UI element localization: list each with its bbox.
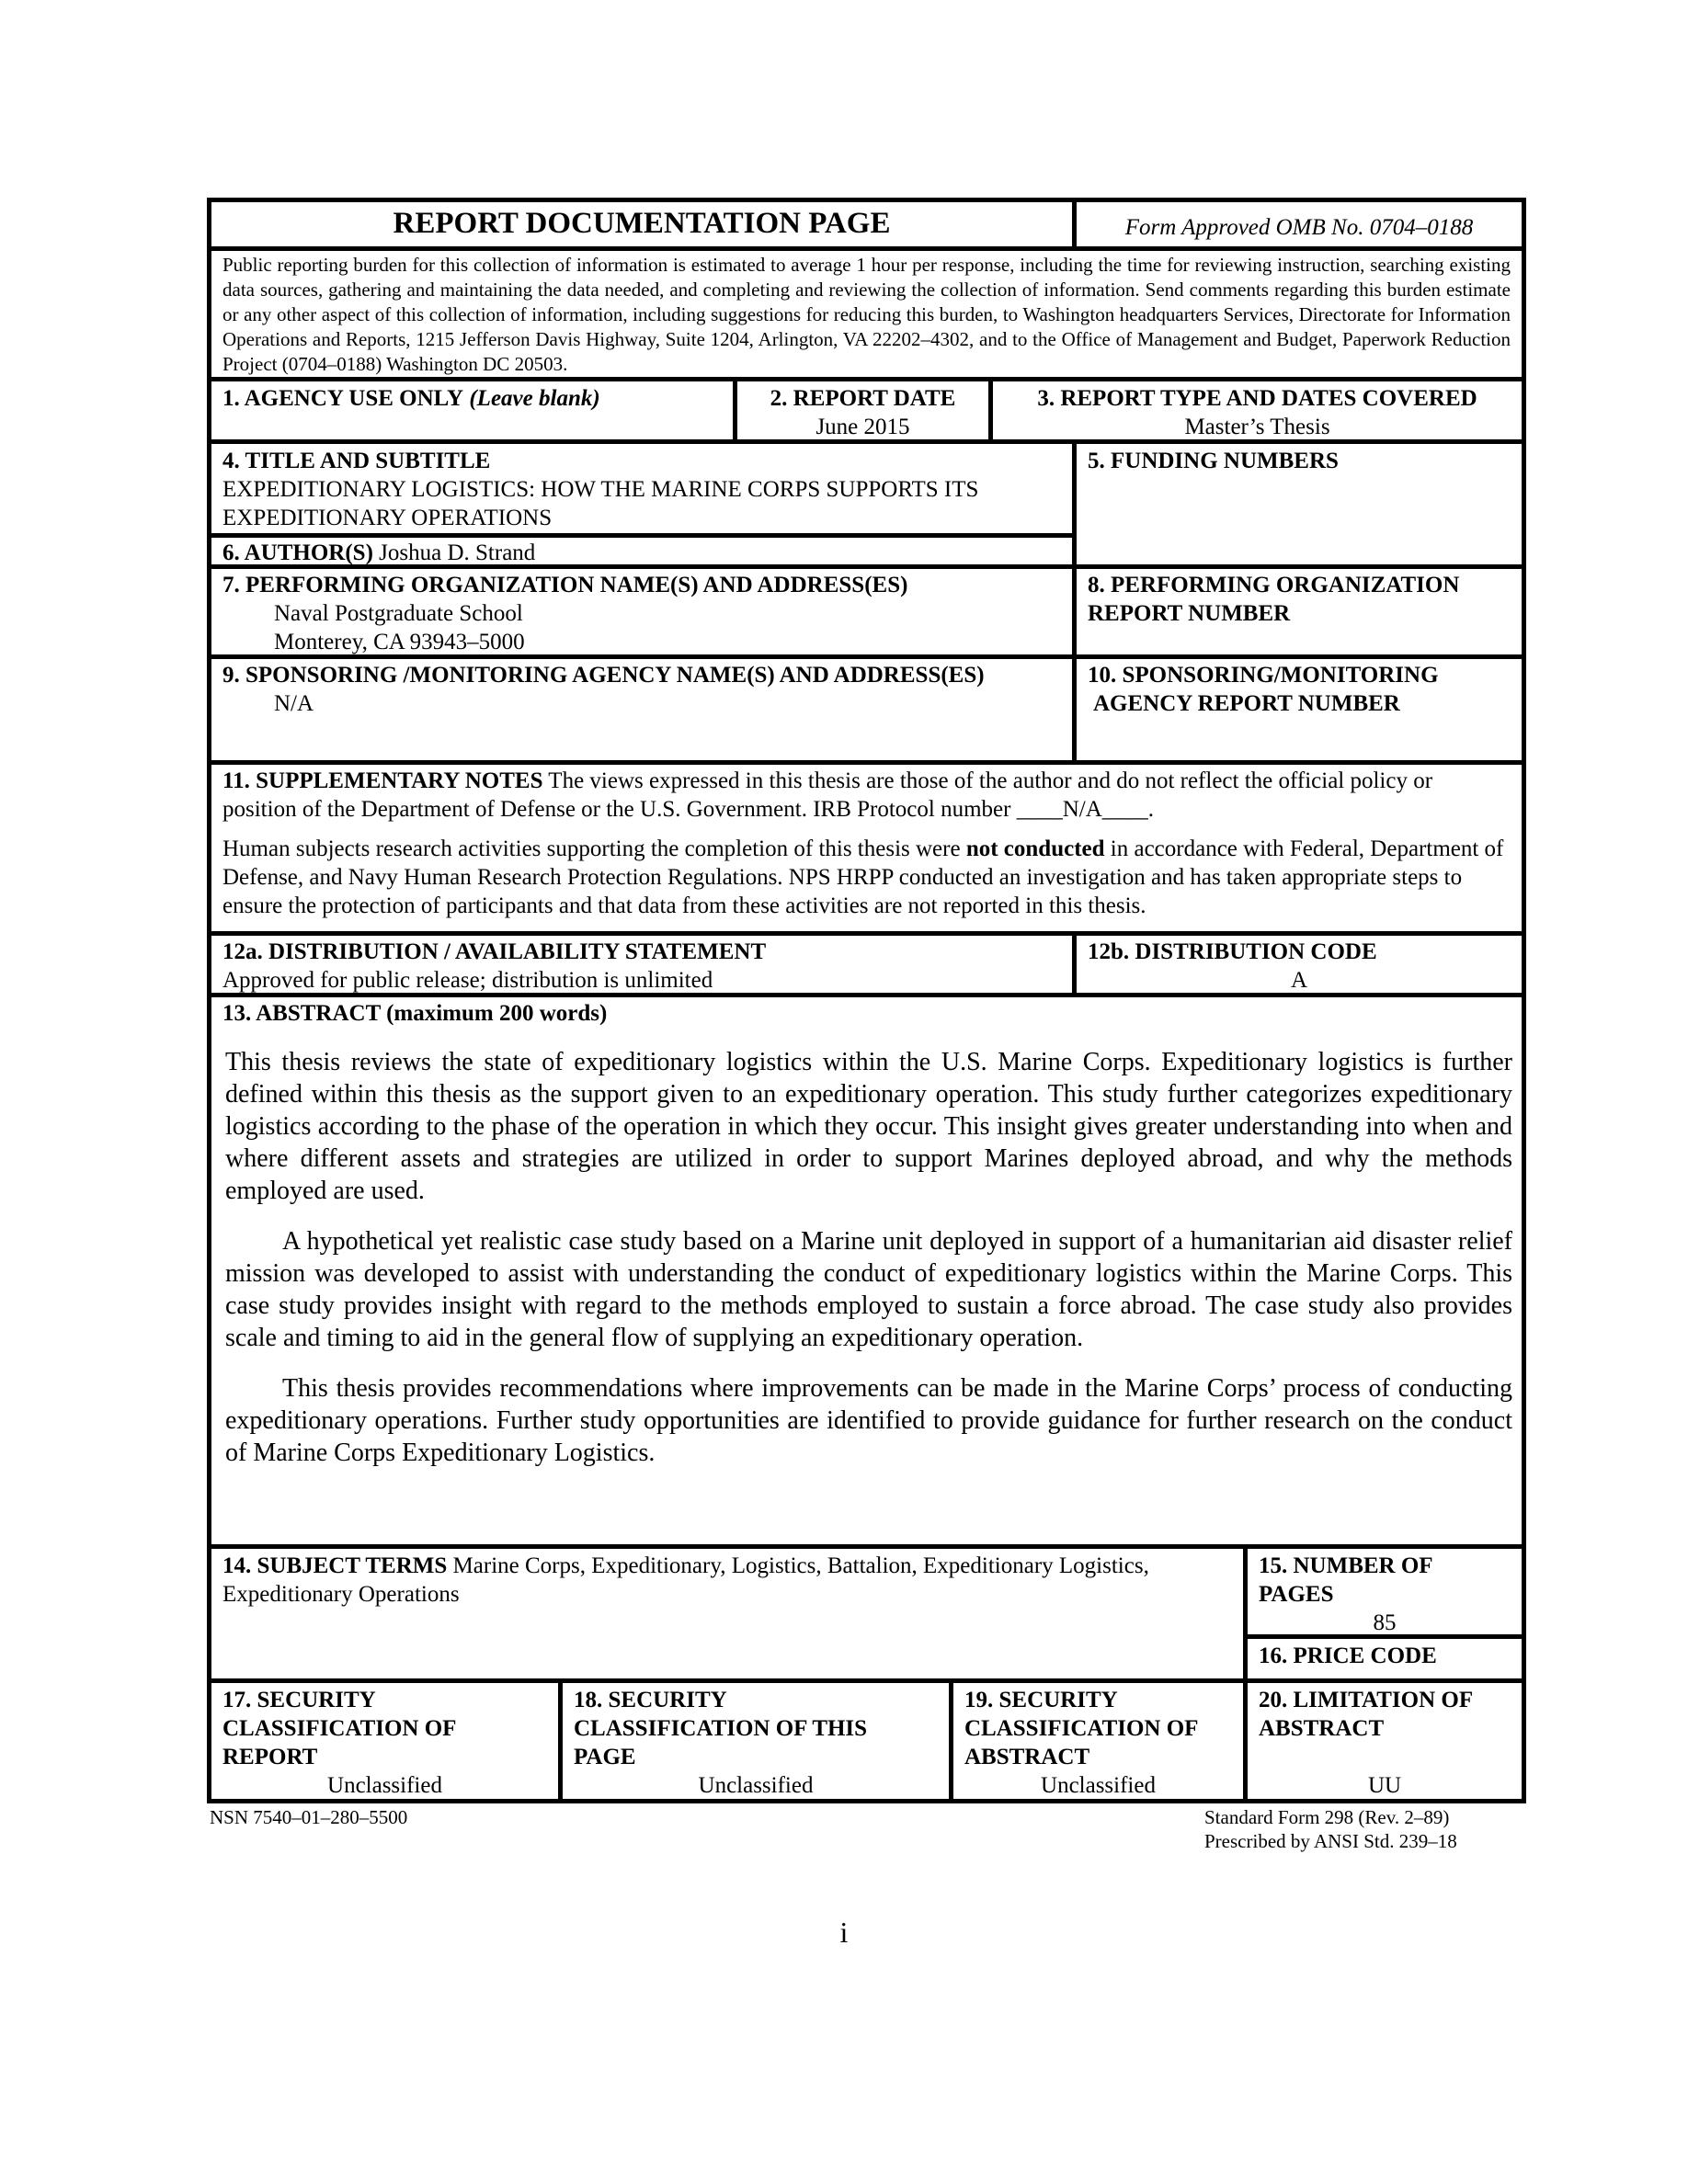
abstract-paragraph-3: This thesis provides recommendations where improvements can be made in the Marine Corps’ process of conducting expeditionary operations. Further study opportunities are identified to provide guidance for further research on the conduct of Marine Corps Expeditionary Logistics. xyxy=(225,1374,1512,1467)
page-number: i xyxy=(839,1916,849,1949)
security-report-label-1: 17. SECURITY xyxy=(222,1688,376,1712)
authors-value: Joshua D. Strand xyxy=(379,540,536,565)
report-type-label: 3. REPORT TYPE AND DATES COVERED xyxy=(1037,386,1477,411)
form-title: REPORT DOCUMENTATION PAGE xyxy=(393,207,891,240)
field-sponsoring-report xyxy=(1077,661,1522,718)
performing-org-line2: Monterey, CA 93943–5000 xyxy=(274,630,525,654)
distribution-code-label: 12b. DISTRIBUTION CODE xyxy=(1088,939,1377,964)
field-sponsoring-agency xyxy=(211,661,1072,718)
security-report-label-2: CLASSIFICATION OF xyxy=(222,1716,457,1741)
limitation-label-1: 20. LIMITATION OF xyxy=(1259,1688,1474,1712)
abstract-body xyxy=(225,1046,1512,1487)
human-subjects-post: in accordance with Federal, Department of Defense, and Navy Human Research Protection Regulations. NPS HRPP conducted an investigation and has taken appropriate steps to ensure the protection of participants and that data from these activities are not reported in this thesis. xyxy=(222,836,1504,918)
performing-org-line1: Naval Postgraduate School xyxy=(274,601,523,626)
field-number-of-pages xyxy=(1248,1552,1522,1637)
report-date-value: June 2015 xyxy=(815,415,910,439)
security-page-value: Unclassified xyxy=(698,1773,814,1798)
rule-row6 xyxy=(207,931,1526,936)
rule-burden xyxy=(207,377,1526,381)
field-performing-report: 8. PERFORMING ORGANIZATION REPORT NUMBER xyxy=(1088,573,1460,626)
sponsoring-label: 9. SPONSORING /MONITORING AGENCY NAME(S) AND ADDRESS(ES) xyxy=(222,663,985,688)
omb-approval: Form Approved OMB No. 0704–0188 xyxy=(1124,215,1474,240)
security-page-label-2: CLASSIFICATION OF THIS xyxy=(574,1716,868,1741)
distribution-label: 12a. DISTRIBUTION / AVAILABILITY STATEMENT xyxy=(222,939,767,964)
supplementary-label: 11. SUPPLEMENTARY NOTES xyxy=(222,768,543,793)
distribution-code-value: A xyxy=(1290,968,1308,993)
security-abstract-value: Unclassified xyxy=(1041,1773,1156,1798)
authors-label: 6. AUTHOR(S) xyxy=(222,540,373,565)
field-limitation xyxy=(1248,1686,1522,1800)
supplementary-text: The views expressed in this thesis are those of the author and do not reflect the official policy or position of the Department of Defense or the U.S. Government. IRB Protocol number ____N/A____. xyxy=(222,768,1433,822)
field-funding-numbers: 5. FUNDING NUMBERS xyxy=(1088,449,1339,473)
security-report-value: Unclassified xyxy=(327,1773,442,1798)
report-date-label: 2. REPORT DATE xyxy=(770,386,956,411)
title-label: 4. TITLE AND SUBTITLE xyxy=(222,449,491,473)
field-distribution-statement xyxy=(211,938,1072,995)
field-report-type xyxy=(993,384,1522,441)
burden-statement: Public reporting burden for this collection of information is estimated to average 1 hour per response, including the time for reviewing instruction, searching existing data sources, gathering and maintaining the data needed, and completing and reviewing the collection of information. Send comments regarding this burden estimate or any other aspect of this collection of information, including suggestions for reducing this burden, to Washington headquarters Services, Directorate for Information Operations and Reports, 1215 Jefferson Davis Highway, Suite 1204, Arlington, VA 22202–4302, and to the Office of Management and Budget, Paperwork Reduction Project (0704–0188) Washington DC 20503. xyxy=(222,254,1511,375)
num-pages-label-2: PAGES xyxy=(1259,1582,1334,1607)
agency-use-label: 1. AGENCY USE ONLY xyxy=(222,386,464,411)
human-subjects-bold: not conducted xyxy=(965,836,1105,861)
security-page-label-3: PAGE xyxy=(574,1745,636,1769)
sponsoring-report-label-1: 10. SPONSORING/MONITORING xyxy=(1088,663,1439,688)
subject-terms-label: 14. SUBJECT TERMS xyxy=(222,1553,448,1578)
field-security-page xyxy=(563,1686,949,1800)
subject-terms-value: Marine Corps, Expeditionary, Logistics, Battalion, Expeditionary Logistics, Expeditionary Operations xyxy=(222,1553,1149,1607)
field-security-abstract xyxy=(953,1686,1243,1800)
field-agency-use xyxy=(211,384,733,413)
limitation-value: UU xyxy=(1367,1773,1402,1798)
agency-use-hint: (Leave blank) xyxy=(469,386,600,411)
field-supplementary-notes xyxy=(211,767,1522,931)
rule-author-top xyxy=(207,533,1076,538)
rule-row5 xyxy=(207,760,1526,765)
standard-form-line2: Prescribed by ANSI Std. 239–18 xyxy=(1204,1830,1457,1852)
field-subject-terms xyxy=(211,1552,1243,1609)
security-abstract-label-1: 19. SECURITY xyxy=(964,1688,1118,1712)
sponsoring-report-label-2: AGENCY REPORT NUMBER xyxy=(1093,691,1400,716)
standard-form-note xyxy=(1204,1805,1457,1853)
security-report-label-3: REPORT xyxy=(222,1745,318,1769)
rule-header xyxy=(207,246,1526,251)
standard-form-line1: Standard Form 298 (Rev. 2–89) xyxy=(1204,1806,1450,1828)
performing-org-label: 7. PERFORMING ORGANIZATION NAME(S) AND ADDRESS(ES) xyxy=(222,573,908,597)
human-subjects-pre: Human subjects research activities supporting the completion of this thesis were xyxy=(222,836,961,861)
security-abstract-label-2: CLASSIFICATION OF xyxy=(964,1716,1199,1741)
abstract-paragraph-2: A hypothetical yet realistic case study based on a Marine unit deployed in support of a humanitarian aid disaster relief mission was developed to assist with understanding the conduct of expeditionary logistics within the Marine Corps. This case study provides insight with regard to the methods employed to sustain a force abroad. The case study also provides scale and timing to aid in the general flow of supplying an expeditionary operation. xyxy=(225,1227,1512,1352)
field-performing-org xyxy=(211,571,1072,656)
field-report-date xyxy=(737,384,988,441)
nsn-number: NSN 7540–01–280–5500 xyxy=(210,1806,408,1828)
field-security-report xyxy=(211,1686,558,1800)
sponsoring-value: N/A xyxy=(274,691,314,716)
distribution-value: Approved for public release; distribution is unlimited xyxy=(222,968,713,993)
security-page-label-1: 18. SECURITY xyxy=(574,1688,727,1712)
num-pages-value: 85 xyxy=(1373,1610,1397,1635)
report-type-value: Master’s Thesis xyxy=(1184,415,1330,439)
title-value: EXPEDITIONARY LOGISTICS: HOW THE MARINE CORPS SUPPORTS ITS EXPEDITIONARY OPERATIONS xyxy=(222,477,979,530)
rule-row9 xyxy=(207,1678,1526,1683)
abstract-paragraph-1: This thesis reviews the state of expeditionary logistics within the U.S. Marine Corps. Expeditionary logistics is further defined within this thesis as the support given to an expeditionary operation. This study further categorizes expeditionary logistics according to the phase of the operation in which they occur. This insight gives greater understanding into when and where different assets and strategies are utilized in order to support Marines deployed abroad, and why the methods employed are used. xyxy=(225,1048,1512,1205)
num-pages-label-1: 15. NUMBER OF xyxy=(1259,1553,1433,1578)
limitation-label-2: ABSTRACT xyxy=(1259,1716,1385,1741)
abstract-label: 13. ABSTRACT (maximum 200 words) xyxy=(222,1001,608,1026)
field-authors xyxy=(211,539,1072,567)
field-price-code: 16. PRICE CODE xyxy=(1259,1644,1437,1668)
rule-row8 xyxy=(207,1544,1526,1549)
field-title xyxy=(211,447,1072,532)
field-distribution-code xyxy=(1077,938,1522,995)
security-abstract-label-3: ABSTRACT xyxy=(964,1745,1090,1769)
